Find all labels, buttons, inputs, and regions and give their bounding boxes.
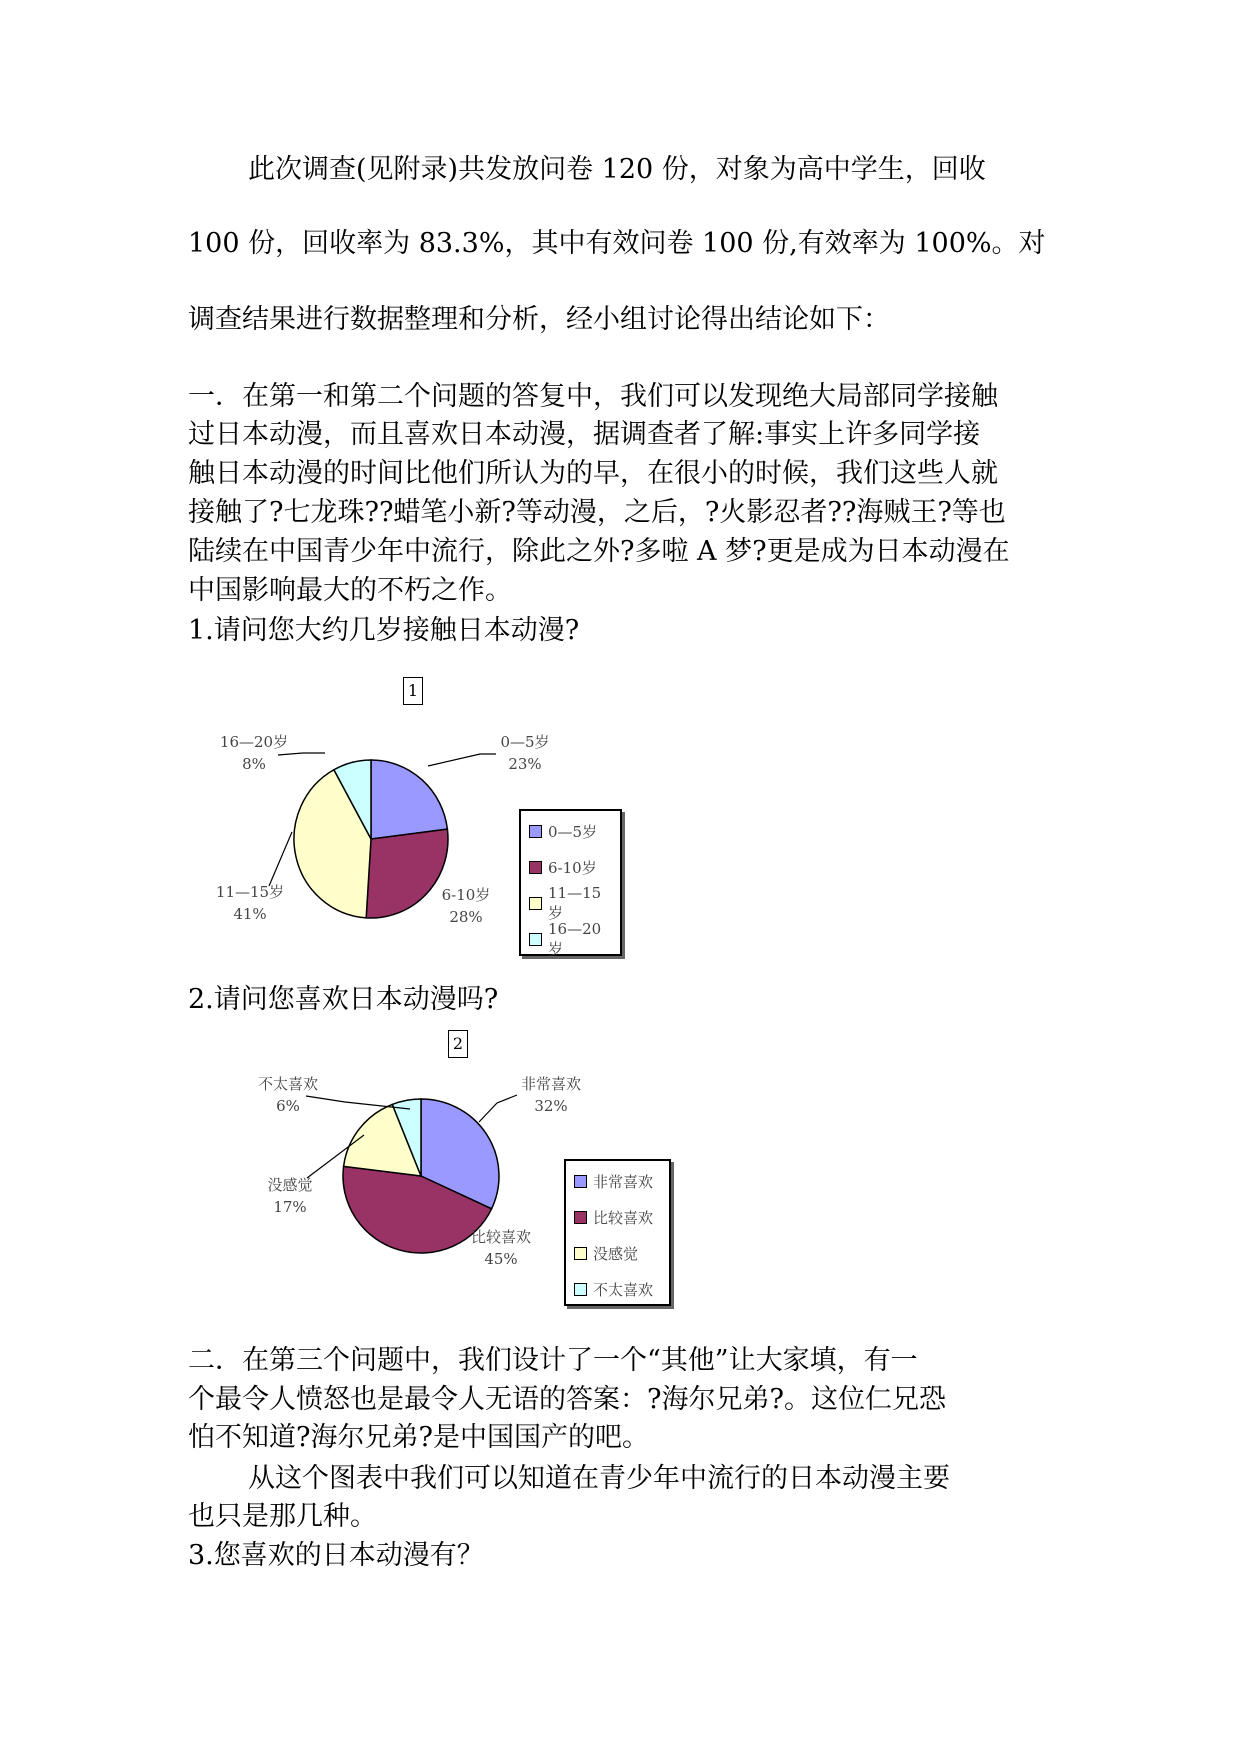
section1-line-1: 一．在第一和第二个问题的答复中，我们可以发现绝大局部同学接触 xyxy=(188,381,998,412)
chart2-legend-label: 比较喜欢 xyxy=(593,1208,654,1227)
pie-slice-label: 16—20岁 xyxy=(219,733,289,751)
chart2-legend-swatch xyxy=(574,1247,587,1260)
pie-slice-label: 11—15岁 xyxy=(215,883,285,901)
pie-slice-label: 比较喜欢 xyxy=(470,1228,532,1246)
chart1-legend-item xyxy=(529,883,614,922)
chart2-legend-item xyxy=(574,1169,663,1193)
pie-slice-label: 非常喜欢 xyxy=(520,1075,582,1093)
chart2-legend-item xyxy=(574,1241,663,1265)
chart2-legend-swatch xyxy=(574,1211,587,1224)
chart2-legend-label: 不太喜欢 xyxy=(593,1280,654,1299)
chart1-legend-label: 11—15岁 xyxy=(548,883,602,922)
chart2-figure-number: 2 xyxy=(448,1030,468,1058)
chart2-legend xyxy=(564,1159,671,1306)
pie-leader-line xyxy=(428,754,496,766)
chart1-legend xyxy=(519,809,622,956)
chart1-legend-swatch xyxy=(529,897,542,910)
intro-line-2: 100 份，回收率为 83.3%，其中有效问卷 100 份,有效率为 100%。对 xyxy=(188,228,1046,259)
pie-leader-line xyxy=(278,753,325,755)
section1-line-2: 过日本动漫，而且喜欢日本动漫，据调查者了解:事实上许多同学接 xyxy=(188,419,981,450)
chart2-legend-item xyxy=(574,1277,663,1301)
pie-slice-label: 6-10岁 xyxy=(441,886,491,904)
intro-line-3: 调查结果进行数据整理和分析，经小组讨论得出结论如下： xyxy=(188,304,890,335)
section2-line-3: 怕不知道?海尔兄弟?是中国国产的吧。 xyxy=(188,1422,649,1453)
chart1-figure-number: 1 xyxy=(403,677,423,705)
question-2: 2.请问您喜欢日本动漫吗? xyxy=(188,984,499,1015)
question-1: 1.请问您大约几岁接触日本动漫? xyxy=(188,615,580,646)
section1-line-4: 接触了?七龙珠??蜡笔小新?等动漫，之后，?火影忍者??海贼王?等也 xyxy=(188,497,1006,528)
chart2-legend-swatch xyxy=(574,1283,587,1296)
intro-line-1: 此次调查(见附录)共发放问卷 120 份，对象为高中学生，回收 xyxy=(248,154,986,185)
chart1-legend-item xyxy=(529,819,614,843)
section2-line-5: 也只是那几种。 xyxy=(188,1501,377,1532)
pie-slice-percent: 45% xyxy=(484,1250,518,1268)
chart1-legend-swatch xyxy=(529,861,542,874)
chart2-legend-swatch xyxy=(574,1175,587,1188)
chart1-legend-item xyxy=(529,919,614,958)
section1-line-6: 中国影响最大的不朽之作。 xyxy=(188,575,512,606)
pie-slice xyxy=(371,760,447,839)
pie-slice-percent: 6% xyxy=(276,1097,300,1115)
chart1-legend-swatch xyxy=(529,933,542,946)
pie-slice-label: 没感觉 xyxy=(267,1176,313,1194)
chart2-legend-label: 非常喜欢 xyxy=(593,1172,654,1191)
pie-slice-percent: 17% xyxy=(273,1198,307,1216)
chart2-legend-label: 没感觉 xyxy=(593,1244,639,1263)
chart1-legend-swatch xyxy=(529,825,542,838)
pie-slice-percent: 32% xyxy=(534,1097,568,1115)
chart1-legend-item xyxy=(529,855,614,879)
chart1-legend-label: 0—5岁 xyxy=(548,822,598,841)
pie-slice-percent: 41% xyxy=(233,905,267,923)
pie-slice-percent: 28% xyxy=(449,908,483,926)
pie-leader-line xyxy=(479,1095,517,1122)
pie-leader-line xyxy=(269,832,292,886)
section1-line-3: 触日本动漫的时间比他们所认为的早，在很小的时候，我们这些人就 xyxy=(188,458,998,489)
section2-line-4: 从这个图表中我们可以知道在青少年中流行的日本动漫主要 xyxy=(248,1463,950,1494)
pie-slice-label: 0—5岁 xyxy=(500,733,550,751)
section2-line-1: 二．在第三个问题中，我们设计了一个“其他”让大家填，有一 xyxy=(188,1345,918,1376)
pie-slice-label: 不太喜欢 xyxy=(257,1075,319,1093)
chart2-legend-item xyxy=(574,1205,663,1229)
pie-slice-percent: 23% xyxy=(508,755,542,773)
section1-line-5: 陆续在中国青少年中流行，除此之外?多啦 A 梦?更是成为日本动漫在 xyxy=(188,536,1010,567)
pie-slice xyxy=(366,829,448,918)
section2-line-2: 个最令人愤怒也是最令人无语的答案：?海尔兄弟?。这位仁兄恐 xyxy=(188,1384,946,1415)
chart1-legend-label: 16—20岁 xyxy=(548,919,602,958)
chart1-legend-label: 6-10岁 xyxy=(548,858,597,877)
question-3: 3.您喜欢的日本动漫有？ xyxy=(188,1540,484,1571)
pie-leader-line xyxy=(306,1096,410,1109)
pie-slice-percent: 8% xyxy=(242,755,266,773)
